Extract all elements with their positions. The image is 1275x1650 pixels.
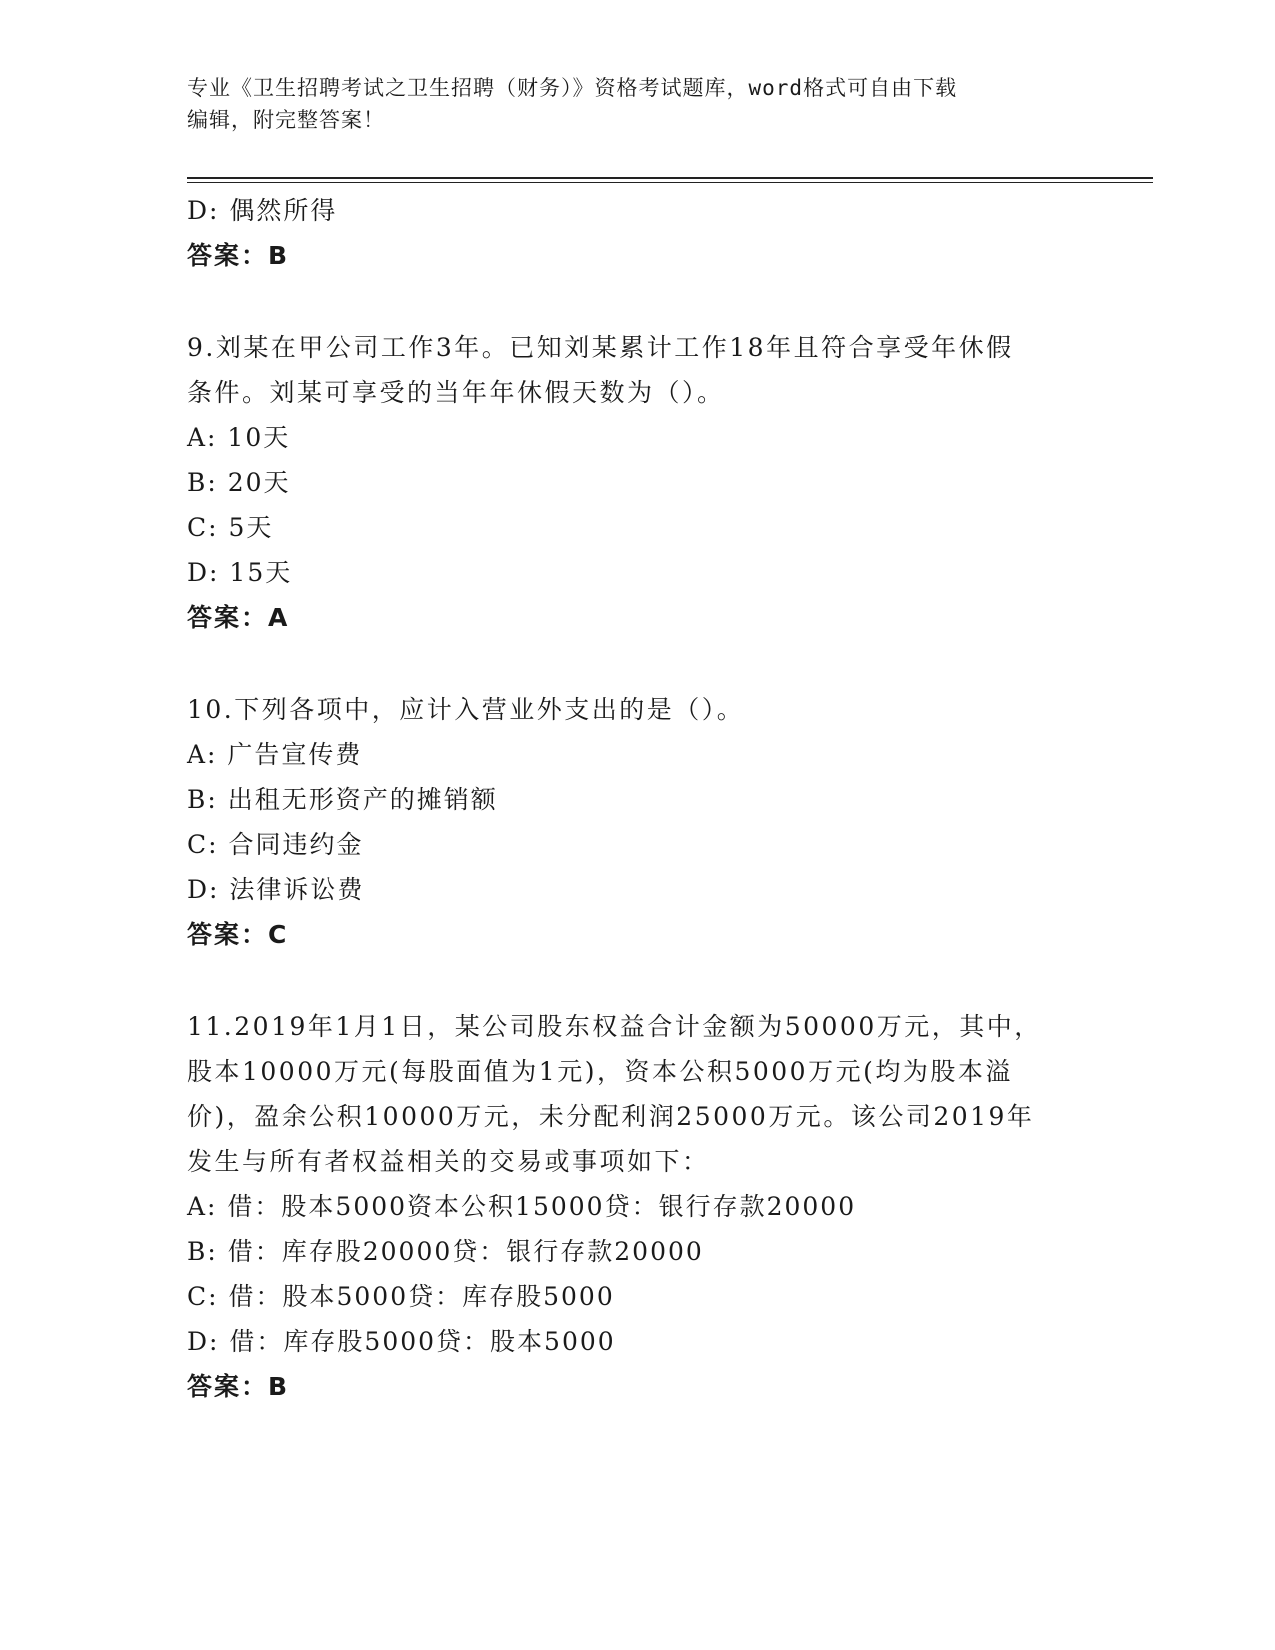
question-11 — [187, 1004, 1087, 1409]
option-b: B: 20天 — [187, 468, 291, 497]
option-d: D: 法律诉讼费 — [187, 875, 365, 904]
question-list — [187, 188, 1087, 1409]
question-10 — [187, 687, 1087, 957]
option-a: A: 广告宣传费 — [187, 740, 363, 769]
header-line-2: 编辑，附完整答案！ — [187, 108, 385, 132]
option-b: B: 借：库存股20000贷：银行存款20000 — [187, 1237, 704, 1266]
header-divider — [187, 177, 1153, 179]
option-c: C: 5天 — [187, 513, 274, 542]
option-d: D: 15天 — [187, 558, 293, 587]
question-stem-line: 11.2019年1月1日，某公司股东权益合计金额为50000万元，其中， — [187, 1012, 1042, 1041]
option-d: D: 偶然所得 — [187, 196, 338, 225]
answer-label: 答案：C — [187, 920, 289, 949]
option-a: A: 借：股本5000资本公积15000贷：银行存款20000 — [187, 1192, 857, 1221]
question-stem-line: 股本10000万元(每股面值为1元)，资本公积5000万元(均为股本溢 — [187, 1057, 1013, 1086]
question-stem-line: 条件。刘某可享受的当年年休假天数为（）。 — [187, 378, 725, 407]
question-9 — [187, 325, 1087, 640]
answer-label: 答案：B — [187, 1372, 290, 1401]
header-line-1: 专业《卫生招聘考试之卫生招聘（财务）》资格考试题库，word格式可自由下载 — [187, 76, 958, 100]
answer-label: 答案：A — [187, 603, 290, 632]
question-stem-line: 9.刘某在甲公司工作3年。已知刘某累计工作18年且符合享受年休假 — [187, 333, 1014, 362]
document-header — [187, 72, 1067, 136]
option-b: B: 出租无形资产的摊销额 — [187, 785, 498, 814]
answer-label: 答案：B — [187, 241, 290, 270]
question-stem-line: 发生与所有者权益相关的交易或事项如下： — [187, 1147, 710, 1176]
header-divider-thin — [187, 182, 1153, 183]
option-a: A: 10天 — [187, 423, 291, 452]
option-d: D: 借：库存股5000贷：股本5000 — [187, 1327, 616, 1356]
question-stem-line: 价)，盈余公积10000万元，未分配利润25000万元。该公司2019年 — [187, 1102, 1035, 1131]
question-8-tail — [187, 188, 1087, 278]
question-stem-line: 10.下列各项中，应计入营业外支出的是（）。 — [187, 695, 745, 724]
option-c: C: 借：股本5000贷：库存股5000 — [187, 1282, 615, 1311]
option-c: C: 合同违约金 — [187, 830, 364, 859]
